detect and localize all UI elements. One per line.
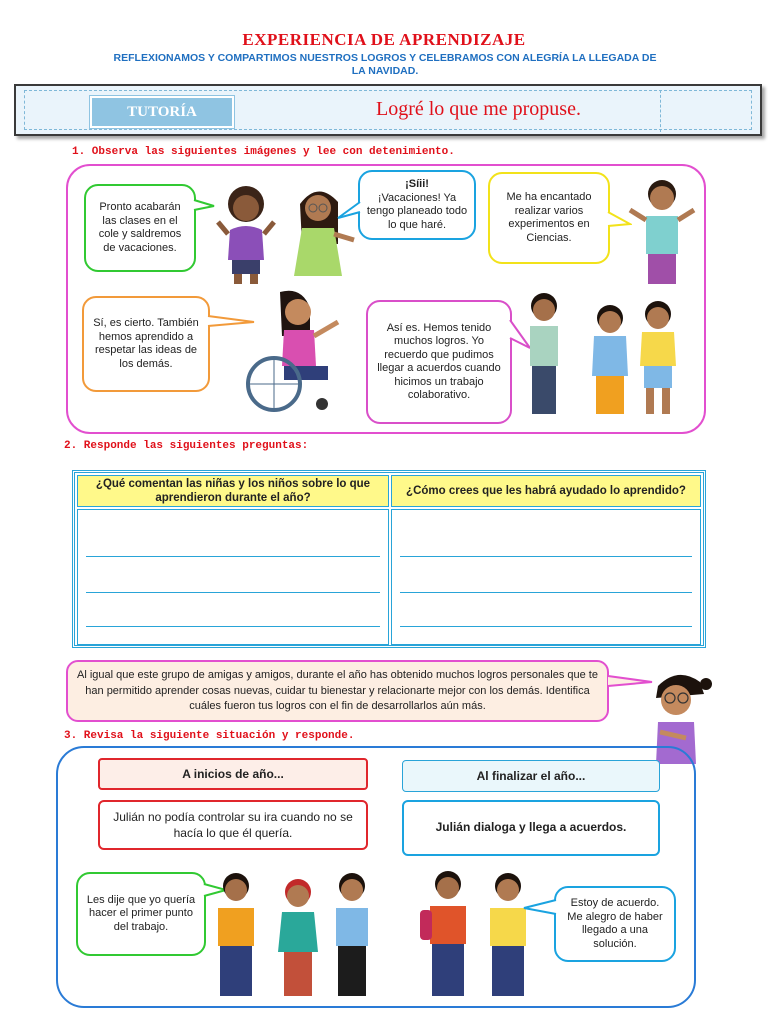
speech-bubble-2 [358,170,476,240]
speech-bubble-5 [366,300,512,424]
section-2-heading: 2. Responde las siguientes preguntas: [64,440,309,452]
end-of-year-header: Al finalizar el año... [402,760,660,792]
banner-divider [660,90,662,132]
start-of-year-description: Julián no podía controlar su ira cuando no se hacía lo que él quería. [113,810,353,840]
girl-illustration [212,182,280,286]
end-of-year-text [402,800,660,856]
speech-bubble-5-text: Así es. Hemos tenido muchos logros. Yo recuerdo que pudimos llegar a acuerdos cuando hicimos un trabajo colaborativo. [377,321,501,401]
info-box: Al igual que este grupo de amigas y amigos, durante el año has obtenido muchos logros personales que te han permitido aprender cosas nuevas, cuidar tu bienestar y relacionarte mejor con los demás. Identifica cuáles fueron tus logros con el fin de desarrollarlos aún más. [66,660,609,722]
tutoria-tag: TUTORÍA [90,96,234,128]
start-of-year-header: A inicios de año... [98,758,368,790]
table-header-1: ¿Qué comentan las niñas y los niños sobre lo que aprendieron durante el año? [77,475,389,507]
wheelchair-girl-illustration [240,286,344,416]
speech-bubble-4 [82,296,210,392]
julian-bubble-right-text: Estoy de acuerdo. Me alegro de haber llegado a una solución. [567,897,663,950]
speech-bubble-1 [84,184,196,272]
page-subtitle: REFLEXIONAMOS Y COMPARTIMOS NUESTROS LOGROS Y CELEBRAMOS CON ALEGRÍA LA LLEGADA DE LA NAVIDAD. [113,52,657,77]
section-3-heading: 3. Revisa la siguiente situación y responde. [64,730,355,742]
speech-bubble-2-title: ¡Síii! [405,178,429,190]
answer-cell-2[interactable] [391,509,701,645]
page-title: EXPERIENCIA DE APRENDIZAJE [242,30,526,49]
answer-table [72,470,706,648]
speech-bubble-2-text: ¡Vacaciones! Ya tengo planeado todo lo que haré. [366,191,468,231]
bubble-tail [336,200,362,222]
section-1-heading: 1. Observa las siguientes imágenes y lee con detenimiento. [72,146,455,158]
start-of-year-text [98,800,368,850]
julian-bubble-right [554,886,676,962]
speech-bubble-4-text: Sí, es cierto. También hemos aprendido a respetar las ideas de los demás. [93,317,199,370]
speech-bubble-3 [488,172,610,264]
banner-heading: Logré lo que me propuse. [376,98,581,120]
speech-bubble-1-text: Pronto acabarán las clases en el cole y saldremos de vacaciones. [98,201,182,254]
girl-glasses-illustration [288,184,358,284]
three-kids-illustration [518,290,690,424]
answer-cell-1[interactable] [77,509,389,645]
boy-illustration [620,176,700,286]
arguing-kids-illustration [206,870,382,1002]
speech-bubble-3-text: Me ha encantado realizar varios experimentos en Ciencias. [506,191,592,244]
bubble-tail [522,898,558,918]
julian-bubble-left [76,872,206,956]
julian-bubble-left-text: Les dije que yo quería hacer el primer punto del trabajo. [86,893,196,933]
end-of-year-description: Julián dialoga y llega a acuerdos. [435,820,627,835]
agreeing-kids-illustration [420,870,536,1002]
table-header-2: ¿Cómo crees que les habrá ayudado lo aprendido? [391,475,701,507]
